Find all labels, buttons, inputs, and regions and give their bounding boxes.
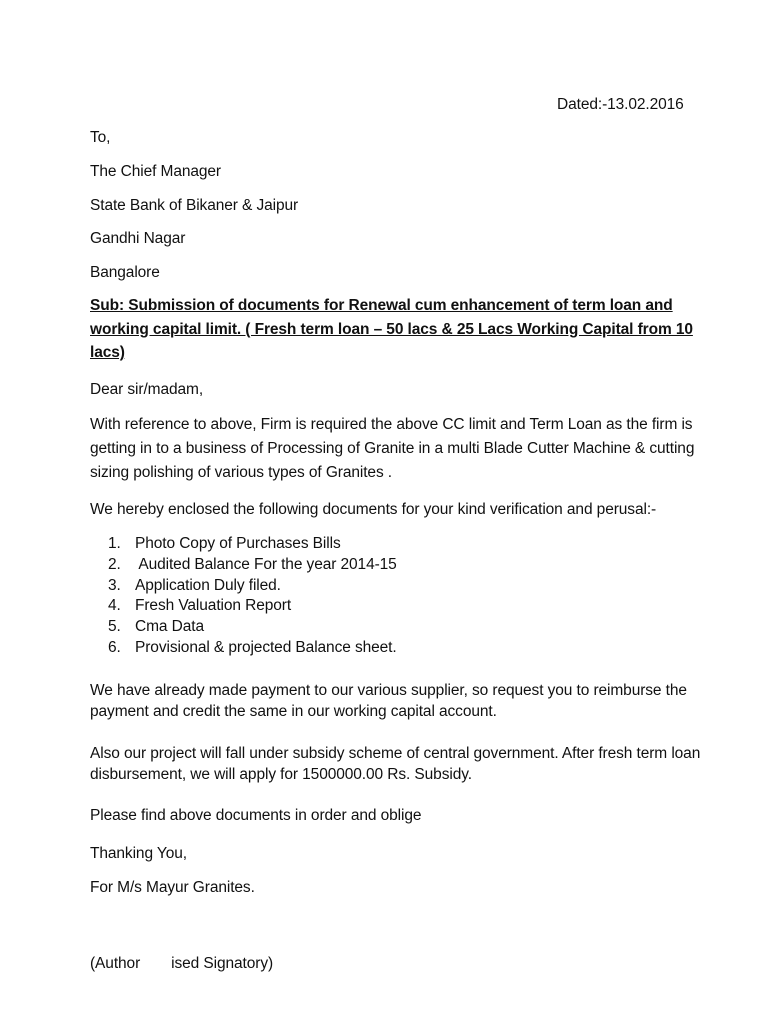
paragraph-line: Also our project will fall under subsidy scheme of central government. After fresh term loan <box>90 745 701 762</box>
list-item: 2. Audited Balance For the year 2014-15 <box>108 555 397 573</box>
signatory-line <box>90 953 273 974</box>
enclosed-intro: We hereby enclosed the following documents for your kind verification and perusal:- <box>90 501 657 518</box>
paragraph-reference <box>90 413 695 485</box>
recipient-title: The Chief Manager <box>90 163 221 180</box>
greeting: Dear sir/madam, <box>90 381 204 398</box>
firm-name: For M/s Mayur Granites. <box>90 879 255 896</box>
paragraph-line: getting in to a business of Processing of Granite in a multi Blade Cutter Machine & cutting <box>90 440 695 457</box>
paragraph-payment <box>90 680 690 722</box>
paragraph-subsidy <box>90 743 701 785</box>
paragraph-line: disbursement, we will apply for 1500000.00 Rs. Subsidy. <box>90 766 472 783</box>
letter-subject <box>90 294 693 365</box>
list-item: 1. Photo Copy of Purchases Bills <box>108 535 341 552</box>
signatory-part: (Author <box>90 955 141 972</box>
signatory-part: ised Signatory) <box>171 955 274 972</box>
closing: Thanking You, <box>90 845 187 862</box>
recipient-bank: State Bank of Bikaner & Jaipur <box>90 197 299 214</box>
subject-line: working capital limit. ( Fresh term loan – 50 lacs & 25 Lacs Working Capital from 10 <box>90 320 693 338</box>
subject-line: Sub: Submission of documents for Renewal cum enhancement of term loan and <box>90 297 673 314</box>
documents-list <box>108 534 397 659</box>
letter-date: Dated:-13.02.2016 <box>557 96 684 113</box>
recipient-city: Bangalore <box>90 264 160 281</box>
paragraph-line: We have already made payment to our various supplier, so request you to reimburse the <box>90 682 687 699</box>
recipient-area: Gandhi Nagar <box>90 230 186 247</box>
paragraph-line: sizing polishing of various types of Granites . <box>90 464 393 481</box>
oblige-line: Please find above documents in order and oblige <box>90 807 422 824</box>
list-item: 6. Provisional & projected Balance sheet. <box>108 638 397 656</box>
list-item: 3. Application Duly filed. <box>108 576 281 594</box>
paragraph-line: payment and credit the same in our working capital account. <box>90 703 497 720</box>
subject-line: lacs) <box>90 344 125 361</box>
list-item: 5. Cma Data <box>108 618 204 636</box>
paragraph-line: With reference to above, Firm is required the above CC limit and Term Loan as the firm is <box>90 416 693 433</box>
list-item: 4. Fresh Valuation Report <box>108 597 292 615</box>
recipient-to: To, <box>90 129 111 146</box>
